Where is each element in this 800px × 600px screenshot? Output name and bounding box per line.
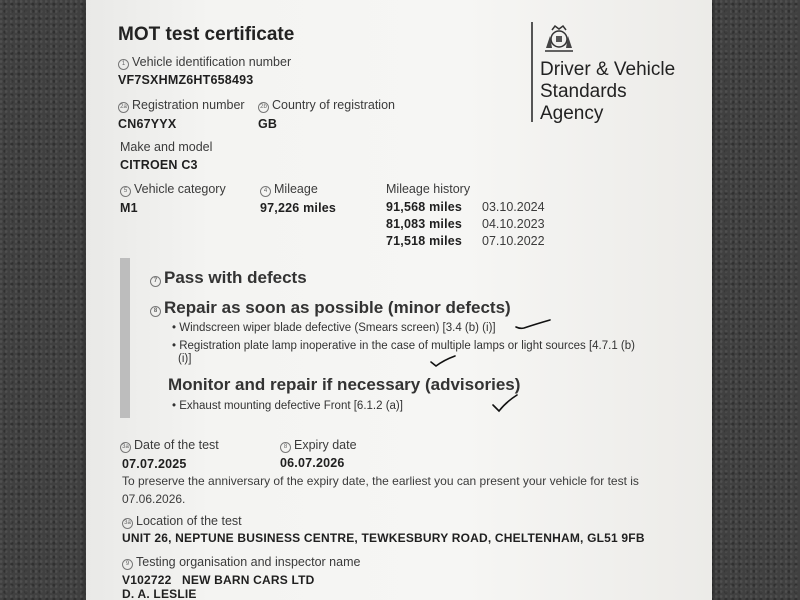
field-number-badge: 8	[150, 306, 161, 317]
agency-line-2: Standards	[540, 81, 627, 102]
handwritten-tick-icon	[514, 316, 554, 332]
handwritten-tick-icon	[490, 392, 520, 416]
expiry-label: 8 Expiry date	[280, 438, 357, 453]
country-label: 2b Country of registration	[258, 98, 395, 113]
category-value: M1	[120, 201, 138, 215]
organisation-label: 9 Testing organisation and inspector name	[122, 555, 360, 570]
registration-label: 2a Registration number	[118, 98, 245, 113]
expiry-value: 06.07.2026	[280, 456, 345, 470]
mileage-history-miles-3: 71,518 miles	[386, 234, 463, 248]
mileage-label: 4 Mileage	[260, 182, 318, 197]
preserve-note-line-1: To preserve the anniversary of the expiry date, the earliest you can present your vehicle for test is	[122, 474, 639, 488]
mileage-history-date-1: 03.10.2024	[482, 200, 545, 214]
make-model-label: Make and model	[120, 140, 213, 154]
agency-line-1: Driver & Vehicle	[540, 59, 676, 80]
field-number-badge: 3a	[122, 518, 133, 529]
field-number-badge: 5	[120, 186, 131, 197]
repair-item-2: • Registration plate lamp inoperative in the case of multiple lamps or light sources [4.7.1 (b)	[172, 340, 635, 352]
make-model-value: CITROEN C3	[120, 158, 198, 172]
category-label: 5 Vehicle category	[120, 182, 226, 197]
result-heading: 7 Pass with defects	[150, 268, 307, 288]
field-number-badge: 1	[118, 59, 129, 70]
royal-crest-icon	[542, 24, 576, 54]
monitor-heading: Monitor and repair if necessary (advisories)	[168, 375, 521, 394]
agency-divider	[531, 22, 533, 122]
field-number-badge: 3a	[120, 442, 131, 453]
field-number-badge: 7	[150, 276, 161, 287]
repair-heading: 8 Repair as soon as possible (minor defects)	[150, 298, 511, 318]
defects-side-bar	[120, 258, 130, 418]
document-title: MOT test certificate	[118, 24, 295, 45]
location-label: 3a Location of the test	[122, 514, 242, 529]
mileage-history-miles-2: 81,083 miles	[386, 217, 463, 231]
agency-line-3: Agency	[540, 103, 604, 124]
mileage-history-date-2: 04.10.2023	[482, 217, 545, 231]
mileage-history-date-3: 07.10.2022	[482, 234, 545, 248]
field-number-badge: 9	[122, 559, 133, 570]
monitor-item-1: • Exhaust mounting defective Front [6.1.2 (a)]	[172, 400, 403, 412]
field-number-badge: 4	[260, 186, 271, 197]
test-date-value: 07.07.2025	[122, 457, 187, 471]
field-number-badge: 8	[280, 442, 291, 453]
vin-value: VF7SXHMZ6HT658493	[118, 73, 254, 87]
organisation-value: V102722 NEW BARN CARS LTD	[122, 573, 315, 587]
handwritten-tick-icon	[428, 352, 458, 370]
repair-item-2-cont: (i)]	[178, 353, 192, 365]
preserve-note-line-2: 07.06.2026.	[122, 492, 186, 506]
mileage-value: 97,226 miles	[260, 201, 337, 215]
mileage-history-miles-1: 91,568 miles	[386, 200, 463, 214]
field-number-badge: 2a	[118, 102, 129, 113]
mileage-history-label: Mileage history	[386, 182, 471, 196]
test-date-label: 3a Date of the test	[120, 438, 219, 453]
registration-value: CN67YYX	[118, 117, 177, 131]
vin-label: 1 Vehicle identification number	[118, 55, 291, 70]
field-number-badge: 2b	[258, 102, 269, 113]
country-value: GB	[258, 117, 278, 131]
inspector-name: D. A. LESLIE	[122, 587, 197, 600]
repair-item-1: • Windscreen wiper blade defective (Smears screen) [3.4 (b) (i)]	[172, 322, 496, 334]
location-value: UNIT 26, NEPTUNE BUSINESS CENTRE, TEWKESBURY ROAD, CHELTENHAM, GL51 9FB	[122, 531, 645, 545]
mot-certificate-paper	[86, 0, 712, 600]
